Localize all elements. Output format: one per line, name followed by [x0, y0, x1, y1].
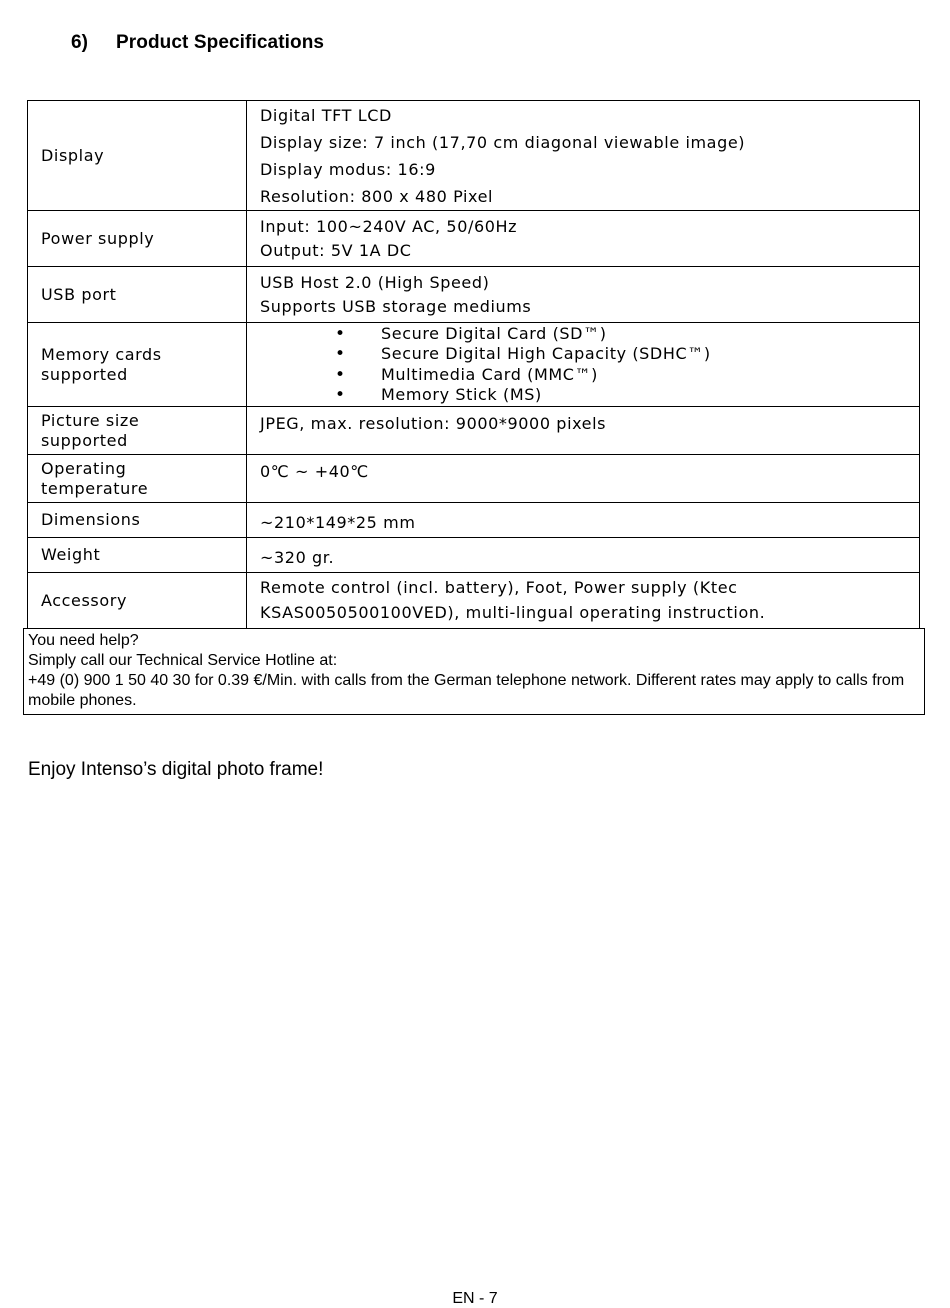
spec-value-line: Input: 100~240V AC, 50/60Hz — [260, 216, 518, 236]
spec-value-line: Output: 5V 1A DC — [260, 240, 412, 260]
spec-value-power — [247, 211, 920, 267]
section-heading — [71, 32, 324, 54]
spec-label-line: temperature — [41, 478, 149, 498]
help-line: Simply call our Technical Service Hotline at: — [28, 652, 338, 669]
spec-row-display — [28, 101, 920, 211]
spec-value-line: Display size: 7 inch (17,70 cm diagonal viewable image) — [260, 132, 746, 152]
spec-value-dimensions: ~210*149*25 mm — [247, 503, 920, 538]
spec-label-temperature — [28, 455, 247, 503]
spec-value-line: Digital TFT LCD — [260, 105, 392, 125]
spec-label-power: Power supply — [28, 211, 247, 267]
list-item: • Secure Digital High Capacity (SDHC™) — [260, 344, 919, 365]
spec-value-weight: ~320 gr. — [247, 538, 920, 573]
list-item: • Multimedia Card (MMC™) — [260, 365, 919, 386]
page-number: EN - 7 — [452, 1290, 498, 1307]
spec-label-picture — [28, 407, 247, 455]
spec-label-dimensions: Dimensions — [28, 503, 247, 538]
spec-label-usb: USB port — [28, 267, 247, 323]
spec-label-line: Picture size — [41, 410, 140, 430]
spec-label-weight: Weight — [28, 538, 247, 573]
spec-label-memory — [28, 323, 247, 407]
spec-value-line: Display modus: 16:9 — [260, 159, 436, 179]
spec-value-usb — [247, 267, 920, 323]
spec-row-accessory — [28, 573, 920, 629]
help-box — [23, 628, 925, 715]
spec-label-line: Operating — [41, 458, 127, 478]
section-number: 6) — [71, 32, 89, 53]
spec-value-picture: JPEG, max. resolution: 9000*9000 pixels — [247, 407, 920, 455]
spec-label-line: supported — [41, 364, 128, 384]
spec-row-weight — [28, 538, 920, 573]
closing-message: Enjoy Intenso’s digital photo frame! — [28, 759, 324, 780]
spec-label-line: Memory cards — [41, 344, 162, 364]
spec-label-accessory: Accessory — [28, 573, 247, 629]
spec-row-memory — [28, 323, 920, 407]
spec-value-line: Remote control (incl. battery), Foot, Power supply (Ktec — [260, 578, 738, 597]
spec-value-line: Resolution: 800 x 480 Pixel — [260, 186, 494, 206]
spec-row-temperature — [28, 455, 920, 503]
spec-label-display: Display — [28, 101, 247, 211]
spec-value-temperature: 0℃ ~ +40℃ — [247, 455, 920, 503]
spec-value-accessory — [247, 573, 920, 629]
spec-value-line: USB Host 2.0 (High Speed) — [260, 272, 490, 292]
spec-value-line: KSAS0050500100VED), multi-lingual operating instruction. — [260, 602, 766, 622]
spec-value-line: Supports USB storage mediums — [260, 296, 532, 316]
memory-card-list — [260, 324, 919, 406]
section-title: Product Specifications — [116, 32, 325, 53]
spec-label-line: supported — [41, 430, 128, 450]
list-item: • Secure Digital Card (SD™) — [260, 324, 919, 345]
spec-row-usb — [28, 267, 920, 323]
spec-value-display — [247, 101, 920, 211]
list-item: • Memory Stick (MS) — [260, 385, 919, 406]
help-line: +49 (0) 900 1 50 40 30 for 0.39 €/Min. with calls from the German telephone network. Different rates may apply to calls from mobile phones. — [28, 672, 905, 709]
spec-row-dimensions — [28, 503, 920, 538]
spec-row-power — [28, 211, 920, 267]
spec-table — [27, 100, 920, 629]
spec-row-picture — [28, 407, 920, 455]
help-line: You need help? — [28, 632, 139, 649]
spec-value-memory — [247, 323, 920, 407]
